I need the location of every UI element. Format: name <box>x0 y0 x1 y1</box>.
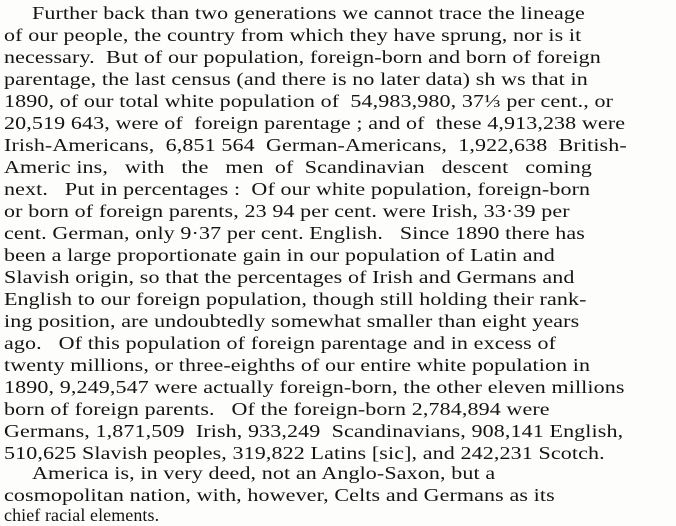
text-line: Further back than two generations we cannot trace the lineage <box>32 3 585 23</box>
text-line: twenty millions, or three-eighths of our entire white population in <box>4 355 591 375</box>
text-line: English to our foreign population, though still holding their rank- <box>4 289 587 309</box>
text-line: chief racial elements. <box>4 505 160 525</box>
text-line: America is, in very deed, not an Anglo-Saxon, but a <box>32 463 496 483</box>
text-line: 20,519 643, were of foreign parentage ; and of these 4,913,238 were <box>4 113 626 133</box>
text-line: Irish-Americans, 6,851 564 German-Americans, 1,922,638 British- <box>4 135 627 155</box>
text-line: 1890, of our total white population of 54,983,980, 37⅓ per cent., or <box>4 91 614 111</box>
text-line: been a large proportionate gain in our population of Latin and <box>4 245 555 265</box>
text-line: Germans, 1,871,509 Irish, 933,249 Scandinavians, 908,141 English, <box>4 421 624 441</box>
text-line: ago. Of this population of foreign parentage and in excess of <box>4 333 557 353</box>
text-line: necessary. But of our population, foreign-born and born of foreign <box>4 47 601 67</box>
text-line: born of foreign parents. Of the foreign-born 2,784,894 were <box>4 399 550 419</box>
text-line: Americ ins, with the men of Scandinavian descent coming <box>4 157 592 177</box>
text-line: cosmopolitan nation, with, however, Celts and Germans as its <box>4 485 555 505</box>
text-line: parentage, the last census (and there is no later data) sh ws that in <box>4 69 588 89</box>
text-line: or born of foreign parents, 23 94 per cent. were Irish, 33·39 per <box>4 201 570 221</box>
text-line: ing position, are undoubtedly somewhat smaller than eight years <box>4 311 580 331</box>
text-line: Slavish origin, so that the percentages of Irish and Germans and <box>4 267 575 287</box>
text-line: of our people, the country from which they have sprung, nor is it <box>4 25 582 45</box>
text-line: next. Put in percentages : Of our white population, foreign-born <box>4 179 591 199</box>
text-line: 1890, 9,249,547 were actually foreign-born, the other eleven millions <box>4 377 625 397</box>
text-line: cent. German, only 9·37 per cent. English. Since 1890 there has <box>4 223 585 243</box>
text-line: 510,625 Slavish peoples, 319,822 Latins [sic], and 242,231 Scotch. <box>4 443 605 463</box>
